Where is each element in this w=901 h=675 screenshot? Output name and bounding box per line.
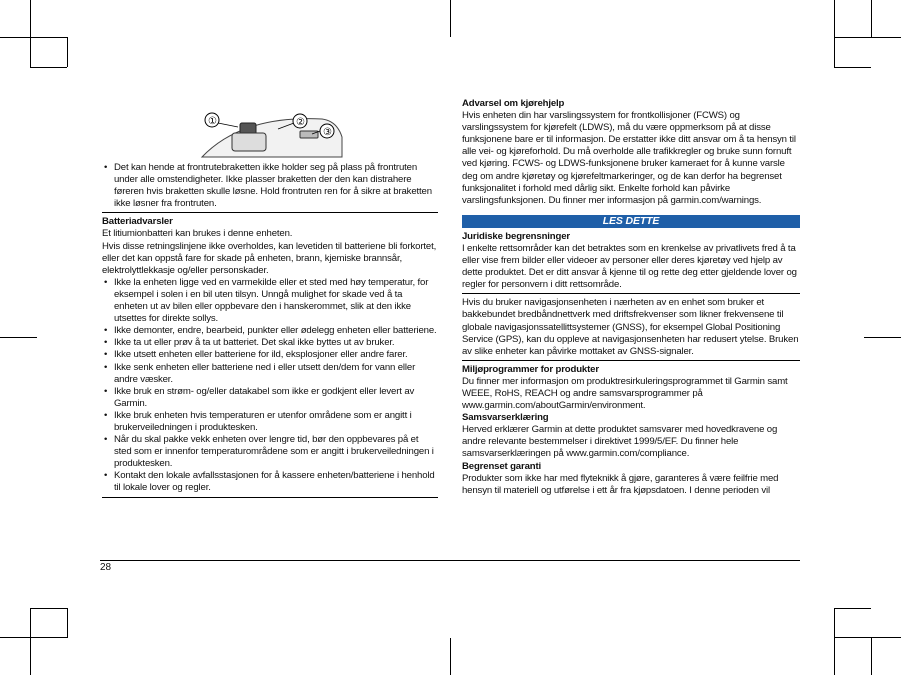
- battery-warning: Hvis disse retningslinjene ikke overholdes, kan levetiden til batteriene bli forkortet, eller det kan oppstå fare for skade på enheten, brann, kjemiske brannsår, elektrolyttlekkasje og/eller personskader.: [102, 240, 437, 276]
- list-item: • Ikke ta ut eller prøv å ta ut batteriet. Det skal ikke byttes ut av bruker.: [102, 337, 438, 349]
- battery-intro: Et litiumionbatteri kan brukes i denne enheten.: [102, 228, 293, 240]
- left-column: [102, 107, 438, 501]
- crop-mark: [0, 637, 67, 638]
- crop-mark: [450, 638, 451, 675]
- environment-body: Du finner mer informasjon om produktresirkuleringsprogrammet til Garmin samt WEEE, RoHS, REACH og andre samsvarsprogrammer på: [462, 375, 788, 399]
- section-rule: [462, 293, 800, 294]
- list-item: • Ikke utsett enheten eller batteriene for ild, eksplosjoner eller andre farer.: [102, 349, 438, 361]
- list-item: • Når du skal pakke vekk enheten over lengre tid, bør den oppbevares på et sted som er innenfor temperaturområdene som er angitt i brukerveiledningen i produktesken.: [102, 434, 438, 470]
- environment-link[interactable]: www.garmin.com/aboutGarmin/environment.: [462, 400, 646, 412]
- crop-mark: [871, 638, 872, 675]
- crop-mark: [834, 608, 871, 609]
- crop-mark: [834, 37, 901, 38]
- list-item: • Ikke senk enheten eller batteriene ned i eller utsett den/dem for vann eller andre væsker.: [102, 362, 438, 386]
- warranty-heading: Begrenset garanti: [462, 460, 542, 472]
- crop-mark: [864, 337, 901, 338]
- callout-2-label: ②: [296, 117, 305, 128]
- crop-mark: [834, 637, 901, 638]
- declaration-text: Herved erklærer Garmin at dette produktet samsvarer med hovedkravene og andre relevante bestemmelser i direktivet 1999/5/EF. Du finner hele samsvarserklæringen på www.garmin.com/compliance.: [462, 424, 778, 460]
- driving-heading: Advarsel om kjørehjelp: [462, 98, 565, 109]
- crop-mark: [30, 608, 31, 675]
- list-item: • Ikke la enheten ligge ved en varmekilde eller et sted med høy temperatur, for eksempel i solen i en bil uten tilsyn. Unngå mulighet for skade ved å ta enheten ut av bilen eller oppbevare den i hanskerommet, slik at den ikke utsettes for direkte sollys.: [102, 277, 438, 325]
- list-item: • Ikke bruk en strøm- og/eller datakabel som ikke er godkjent eller levert av Garmin.: [102, 386, 438, 410]
- callout-3-label: ③: [323, 127, 332, 138]
- section-rule: [462, 360, 800, 361]
- driving-text: Hvis enheten din har varslingssystem for frontkollisjoner (FCWS) og varslingssystem for kjørefelt (LDWS), må du være oppmerksom på at disse funksjonene bare er til informasjon. De erstatter ikke ditt ansvar om å ta hensyn til alle vei- og kjøreforhold. Du må overholde alle trafikkregler og bruke sunn fornuft ved kjøring. FCWS- og LDWS-funksjonene bruker kameraet for å kunne varsle deg om andre kjøretøy og kjørefeltmarkeringer, og de kan derfor ha begrenset funksjonalitet i forhold med dårlig sikt. Enkelte forhold kan påvirke varslingsfunksjonen. Du finner mer informasjon på garmin.com/warnings.: [462, 110, 796, 206]
- environment-text: [462, 376, 800, 412]
- mount-bullets: [102, 162, 438, 210]
- right-column: [462, 98, 800, 497]
- crop-mark: [30, 0, 31, 67]
- list-item: • Kontakt den lokale avfallsstasjonen for å kassere enheten/batteriene i henhold til lokale lover og regler.: [102, 470, 438, 494]
- section-rule: [102, 497, 438, 498]
- crop-mark: [834, 0, 835, 67]
- legal-text: I enkelte rettsområder kan det betraktes som en krenkelse av privatlivets fred å ta eller vise frem bilder eller videoer av personer eller deres kjøretøy ved hjelp av dette produktet. Det er ditt ansvar å kjenne til og rette deg etter gjeldende lover og regler for personvern i ditt rettsområde.: [462, 242, 797, 291]
- les-dette-banner: LES DETTE: [462, 215, 800, 228]
- navigation-text: Hvis du bruker navigasjonsenheten i nærheten av en enhet som bruker et bakkebundet bredbåndnettverk med driftsfrekvenser som likner frekvensene til globale navigasjonssatellittsystemer (GNSS), for eksempel Global Positioning Service (GPS), kan du oppleve at navigasjonsenheten har redusert ytelse. Bruken av slike enheter kan påvirke mottaket av GNSS-signaler.: [462, 297, 799, 357]
- crop-mark: [834, 608, 835, 675]
- warranty-text: Produkter som ikke har med flyteknikk å gjøre, garanteres å være feilfrie med hensyn til materiell og utførelse i ett år fra kjøpsdatoen. I denne perioden vil: [462, 472, 779, 496]
- battery-bullets: [102, 277, 438, 495]
- crop-mark: [30, 608, 67, 609]
- legal-heading: Juridiske begrensninger: [462, 230, 570, 242]
- page-number: 28: [100, 562, 112, 573]
- battery-heading: Batteriadvarsler: [102, 216, 173, 228]
- declaration-heading: Samsvarserklæring: [462, 412, 549, 424]
- environment-heading: Miljøprogrammer for produkter: [462, 363, 599, 375]
- footer-rule: [100, 560, 800, 561]
- callout-1-label: ①: [208, 116, 217, 127]
- crop-mark: [0, 337, 37, 338]
- windshield-mount-figure: [102, 107, 438, 159]
- section-rule: [102, 212, 438, 213]
- list-item: • Det kan hende at frontrutebraketten ikke holder seg på plass på frontruten under alle omstendigheter. Ikke plasser braketten der den kan distrahere føreren hvis braketten skulle løsne. Hold frontruten ren for å sikre at braketten ikke løsner fra frontruten.: [102, 162, 438, 210]
- crop-mark: [67, 608, 68, 638]
- crop-mark: [0, 37, 67, 38]
- list-item: • Ikke bruk enheten hvis temperaturen er utenfor områdene som er angitt i brukerveiledningen i produktesken.: [102, 410, 438, 434]
- crop-mark: [834, 67, 871, 68]
- crop-mark: [67, 37, 68, 67]
- crop-mark: [450, 0, 451, 37]
- crop-mark: [30, 67, 67, 68]
- mount-illustration: [182, 107, 362, 159]
- crop-mark: [871, 0, 872, 37]
- list-item: • Ikke demonter, endre, bearbeid, punkter eller ødelegg enheten eller batteriene.: [102, 325, 438, 337]
